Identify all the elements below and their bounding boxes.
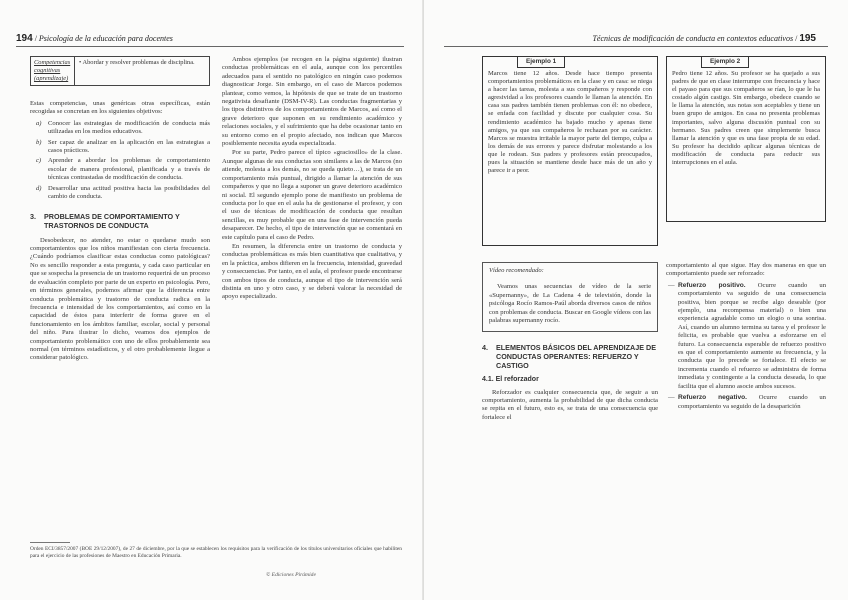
right-running-head: Técnicas de modificación de conducta en contextos educativos / 195 bbox=[592, 33, 816, 44]
left-copyright: © Ediciones Pirámide bbox=[266, 572, 316, 578]
right-running-title: Técnicas de modificación de conducta en contextos educativos bbox=[592, 34, 794, 43]
video-heading: Vídeo recomendado: bbox=[489, 267, 544, 274]
right-page-number: 195 bbox=[799, 33, 816, 44]
paragraph: Ambos ejemplos (se recogen en la página siguiente) ilustran conductas problemáticas en el aula, aunque con los percentiles adecuados para el sentido no patológico en ningún caso podemos diagnosticar Jorge. Sin embargo, en el caso de Marcos podemos plantear, como vemos, la hipótesis de que se trate de un trastorno negativista desafiante (DSM-IV-R). Las conductas fragmentarias y los tipos distintivos de los comportamientos de Marcos, así como el grave deterioro que suponen en su rendimiento académico y relaciones sociales, y el sufrimiento que ha debe ocasionar tanto en su entorno como en el propio afectado, nos indican que Marcos posiblemente necesita ayuda especializada. bbox=[222, 56, 402, 148]
video-text: Veamos unas secuencias de vídeo de la serie «Supernanny», de La Cadena 4 de televisión, donde la psicóloga Rocío Ramos-Paúl aborda diversos casos de niños con problemas de conducta. Buscar en Google vídeos con las palabras supernanny rocío. bbox=[489, 283, 651, 325]
video-box bbox=[482, 262, 658, 332]
objectives-intro: Estas competencias, unas genéricas otras específicas, están recogidas se concretan en los siguientes objetivos: bbox=[30, 100, 210, 116]
paragraph: Por su parte, Pedro parece el típico «graciosillo» de la clase. Aunque algunas de sus conductas son similares a las de Marcos (no atiende, molesta a los demás, no se queda quieto…), se trata de un comportamiento más puntual, dirigido a llamar la atención de sus compañeros y que no llega a suponer un grave deterioro académico ni social. El segundo ejemplo pone de manifiesto un problema de conducta por lo que en el aula ha de gestionarse el profesor, y con el uso de técnicas de modificación de conducta que resultan sencillas, es muy probable que en una fase de intervención pueda desaparecer. De hecho, el tipo de intervención que se comentará en este capítulo para el caso de Pedro. bbox=[222, 149, 402, 241]
paragraph: En resumen, la diferencia entre un trastorno de conducta y conductas problemáticas es más bien cuantitativa que cualitativa, y en la práctica, ambos difieren en la frecuencia, intensidad, gravedad y consecuencias. Por tanto, en el aula, el profesor puede encontrarse con ambos tipos de conducta, aunque el tipo de intervención será distinta en uno y otro caso, y se deberá valorar la necesidad de apoyo especializado. bbox=[222, 242, 402, 301]
left-running-head: 194 / Psicología de la educación para docentes bbox=[16, 33, 173, 44]
right-column-1 bbox=[482, 262, 658, 423]
section-3-number: 3. bbox=[30, 212, 36, 222]
example-1-text: Marcos tiene 12 años. Desde hace tiempo presenta comportamientos problemáticos en la clase y en casa: se niega a hacer las tareas, molesta a sus compañeros y responde con agresividad a los profesores cuando le llaman la atención. En casa sus padres también tienen problemas con él: no obedece, se enfada con facilidad y discute por cualquier cosa. Su rendimiento académico ha bajado mucho y apenas tiene amigos, ya que sus compañeros le rechazan por su carácter. Marcos se muestra irritable la mayor parte del tiempo, culpa a los demás de sus errores y parece disfrutar molestando a los que le rodean. Sus padres y profesores están preocupados, pues la situación se mantiene desde hace más de un año y parece ir a peor. bbox=[488, 70, 652, 175]
objectives-list bbox=[30, 120, 210, 202]
left-running-title: Psicología de la educación para docentes bbox=[38, 34, 173, 43]
section-3-title: PROBLEMAS DE COMPORTAMIENTO Y TRASTORNOS DE CONDUCTA bbox=[44, 212, 180, 231]
section-3-paragraph: Desobedecer, no atender, no estar o quedarse mudo son comportamientos que los niños manifiestan con cierta frecuencia. ¿Cuándo podríamos clasificar estas conductas como patológicas? No es sencillo responder a esta pregunta, y cada caso particular en que se sospecha la presencia de un trastorno requerirá de un proceso de evaluación completo por parte de un experto en psicología. Pero, en términos generales, podemos afirmar que la diferencia entre conducta problemática y trastorno de conducta radica en la frecuencia e intensidad de los comportamientos, así como en la capacidad de éstos para interferir de forma grave en el funcionamiento en los ámbitos familiar, escolar, social y personal del niño. Para ilustrar lo dicho, veamos dos ejemplos de comportamiento problemático con uno de ellos probablemente sea normal (en términos estadísticos, y el otro probablemente llegue a considerar patológico. bbox=[30, 236, 210, 362]
objective-item: b) Ser capaz de analizar en la aplicación en las estrategias a casos prácticos. bbox=[36, 138, 210, 155]
left-column-1 bbox=[30, 56, 210, 364]
section-4-heading bbox=[482, 344, 658, 370]
section-4-number: 4. bbox=[482, 343, 488, 353]
section-3-heading bbox=[30, 213, 210, 230]
reinforcement-term: Refuerzo positivo. bbox=[678, 281, 746, 289]
reinforcement-text: Ocurre cuando un comportamiento va seguido de una consecuencia positiva, bien porque se recibe algo deseable (por ejemplo, una recompensa material) o bien una experiencia agradable como un elogio o una sonrisa. Así, cuando un alumno termina su tarea y el profesor le felicita, es probable que vuelva a esforzarse en el futuro. La consecuencia esperable de refuerzo positivo es que el comportamiento aumente su frecuencia, y la conducta que lo precede se fortalece. El efecto se incrementa cuando el refuerzo se administra de forma inmediata y contingente a la conducta deseada, lo que facilita que el alumno asocie ambos sucesos. bbox=[678, 281, 826, 390]
reinforcement-text: Ocurre cuando un comportamiento va seguido de la desaparición bbox=[678, 394, 826, 410]
reinforcement-term: Refuerzo negativo. bbox=[678, 394, 748, 402]
left-header-rule bbox=[16, 46, 404, 47]
right-page bbox=[424, 0, 848, 600]
reinforcement-item: — Refuerzo negativo. Ocurre cuando un comportamiento va seguido de la desaparición bbox=[668, 394, 826, 410]
reinforcement-list bbox=[666, 282, 826, 411]
footnote-text: Orden ECI/3857/2007 (BOE 29/12/2007), de 27 de diciembre, por la que se establecen los requisitos para la verificación de los títulos universitarios oficiales que habiliten para el ejercicio de las profesiones de Maestro en Educación Primaria. bbox=[30, 546, 402, 559]
competence-label: Competencias cognitivas (aprendizaje) bbox=[31, 57, 75, 85]
example-2-box bbox=[666, 56, 826, 222]
right-header-rule bbox=[444, 46, 828, 47]
subsection-heading: 4.1. El reforzador bbox=[482, 376, 539, 384]
example-1-tab: Ejemplo 1 bbox=[517, 56, 565, 68]
example-2-tab: Ejemplo 2 bbox=[701, 56, 749, 68]
subsection-paragraph: Reforzador es cualquier consecuencia que, de seguir a un comportamiento, aumenta la probabilidad de que dicha conducta se repita en el futuro, esto es, se trata de una consecuencia que fortalece el bbox=[482, 388, 658, 421]
reinforcement-intro: comportamiento al que sigue. Hay dos maneras en que un comportamiento puede ser reforzado: bbox=[666, 262, 826, 278]
footnote bbox=[30, 542, 402, 559]
left-page-number: 194 bbox=[16, 33, 33, 44]
section-4-title: ELEMENTOS BÁSICOS DEL APRENDIZAJE DE CONDUCTAS OPERANTES: REFUERZO Y CASTIGO bbox=[496, 343, 657, 370]
example-1-box bbox=[482, 56, 658, 246]
objective-item: d) Desarrollar una actitud positiva hacia las posibilidades del cambio de conducta. bbox=[36, 184, 210, 201]
competence-box bbox=[30, 56, 210, 86]
objective-item: a) Conocer las estrategias de modificación de conducta más utilizadas en los medios educativos. bbox=[36, 119, 210, 136]
competence-text: • Abordar y resolver problemas de disciplina. bbox=[79, 59, 195, 66]
right-column-2 bbox=[666, 262, 826, 414]
objective-item: c) Aprender a abordar los problemas de comportamiento escolar de manera profesional, planificada y a través de técnicas contrastadas de modificación de conducta. bbox=[36, 157, 210, 182]
example-2-text: Pedro tiene 12 años. Su profesor se ha quejado a sus padres de que en clase interrumpe con frecuencia y hace el payaso para que sus compañeros se rían, lo que le ha costado algún castigo. Sin embargo, obedece cuando se le llama la atención, sus notas son aceptables y tiene un buen grupo de amigos. En casa no presenta problemas importantes, salvo alguna discusión puntual con su hermano. Sus padres creen que simplemente busca llamar la atención y que es una fase propia de su edad. Su profesor ha decidido aplicar algunas técnicas de modificación de conducta para reducir sus interrupciones en el aula. bbox=[672, 70, 820, 167]
reinforcement-item: — Refuerzo positivo. Ocurre cuando un comportamiento va seguido de una consecuencia positiva, bien porque se recibe algo deseable (por ejemplo, una recompensa material) o bien una experiencia agradable como un elogio o una sonrisa. Así, cuando un alumno termina su tarea y el profesor le felicita, es probable que vuelva a esforzarse en el futuro. La consecuencia esperable de refuerzo positivo es que el comportamiento aumente su frecuencia, y la conducta que lo precede se fortalece. El efecto se incrementa cuando el refuerzo se administra de forma inmediata y contingente a la conducta deseada, lo que facilita que el alumno asocie ambos sucesos. bbox=[668, 281, 826, 390]
footnote-rule bbox=[30, 542, 70, 543]
left-column-2 bbox=[222, 56, 402, 303]
